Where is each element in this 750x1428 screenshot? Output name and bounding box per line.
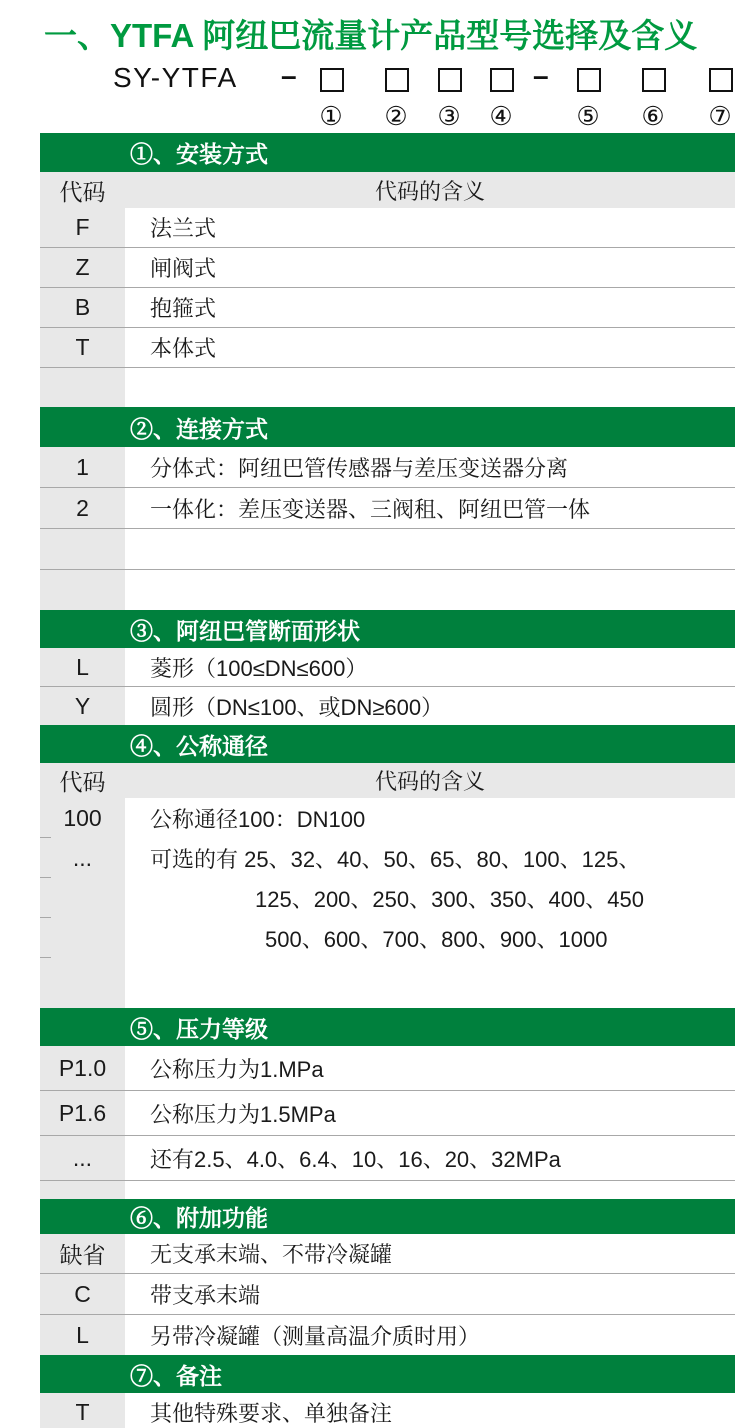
model-digit-2: ②: [384, 101, 408, 131]
desc-cell: 法兰式: [125, 208, 735, 247]
desc-cell: 另带冷凝罐（测量高温介质时用）: [125, 1315, 735, 1355]
table-row: [40, 1180, 735, 1199]
table-row: [40, 1314, 735, 1355]
section-header-bar: [40, 1199, 735, 1234]
table-row: [40, 878, 735, 918]
table-row: [40, 528, 735, 569]
table-row: [40, 327, 735, 367]
model-box-6: [642, 68, 666, 92]
section-6: [40, 1199, 735, 1355]
code-cell: [40, 570, 125, 610]
desc-cell: 本体式: [125, 328, 735, 367]
desc-cell: 圆形（DN≤100、或DN≥600）: [125, 687, 735, 725]
table-row: [40, 447, 735, 487]
model-digit-7: ⑦: [708, 101, 732, 131]
code-cell: [40, 1181, 125, 1199]
table-row: [40, 918, 735, 958]
table-row: [40, 569, 735, 610]
section-header-bar: [40, 610, 735, 648]
section-3: [40, 610, 735, 725]
section-title: ①、安装方式: [130, 141, 268, 167]
desc-cell: 可选的有 25、32、40、50、65、80、100、125、: [125, 838, 735, 878]
desc-cell: 一体化：差压变送器、三阀租、阿纽巴管一体: [125, 488, 735, 528]
desc-cell: 抱箍式: [125, 288, 735, 327]
code-cell: [40, 368, 125, 407]
desc-cell: 菱形（100≤DN≤600）: [125, 648, 735, 686]
table-row: [40, 958, 735, 1008]
section-5: [40, 1008, 735, 1199]
table-row: [40, 648, 735, 686]
desc-cell: 其他特殊要求、单独备注: [125, 1393, 735, 1428]
code-cell: T: [40, 328, 125, 367]
code-cell: [40, 918, 125, 958]
section-title: ②、连接方式: [130, 415, 268, 442]
desc-cell: 公称通径100：DN100: [125, 798, 735, 838]
table-row: [40, 367, 735, 407]
table-row: [40, 208, 735, 247]
model-digit-4: ④: [489, 101, 513, 131]
table-row: [40, 1135, 735, 1180]
model-selection-table: [40, 133, 735, 1428]
section-7: [40, 1355, 735, 1428]
model-dash-1: –: [281, 60, 297, 91]
code-cell: Z: [40, 248, 125, 287]
desc-cell: [125, 570, 735, 610]
column-header-meaning: 代码的含义: [374, 178, 485, 204]
model-digit-6: ⑥: [641, 101, 665, 131]
model-prefix: SY-YTFA: [113, 62, 238, 93]
section-title: ③、阿纽巴管断面形状: [130, 617, 360, 644]
model-box-4: [490, 68, 514, 92]
model-digit-1: ①: [319, 101, 343, 131]
table-row: [40, 838, 735, 878]
model-box-3: [438, 68, 462, 92]
desc-cell: 还有2.5、4.0、6.4、10、16、20、32MPa: [125, 1136, 735, 1180]
code-cell: F: [40, 208, 125, 247]
section-header-bar: [40, 407, 735, 447]
model-box-7: [709, 68, 733, 92]
section-title: ⑦、备注: [130, 1362, 222, 1389]
section-header-bar: [40, 725, 735, 763]
section-header-bar: [40, 1355, 735, 1393]
code-cell: B: [40, 288, 125, 327]
code-cell: P1.0: [40, 1046, 125, 1090]
code-cell: 100: [40, 798, 125, 838]
code-cell: 1: [40, 447, 125, 487]
column-header-row: [40, 172, 735, 208]
code-cell: ...: [40, 1136, 125, 1180]
code-cell: 缺省: [40, 1234, 125, 1273]
column-header-row: [40, 763, 735, 798]
code-cell: [40, 958, 125, 1008]
code-cell: [40, 529, 125, 569]
section-2: [40, 407, 735, 610]
table-row: [40, 1090, 735, 1135]
table-row: [40, 1046, 735, 1090]
table-row: [40, 686, 735, 725]
desc-cell: 公称压力为1.5MPa: [125, 1091, 735, 1135]
desc-cell: [125, 1181, 735, 1199]
code-cell: 2: [40, 488, 125, 528]
table-row: [40, 287, 735, 327]
code-cell: ...: [40, 838, 125, 878]
code-cell: P1.6: [40, 1091, 125, 1135]
desc-cell: 125、200、250、300、350、400、450: [125, 878, 735, 918]
header-area: [0, 0, 750, 133]
desc-cell: [125, 958, 735, 1008]
code-cell: L: [40, 648, 125, 686]
code-cell: [40, 878, 125, 918]
desc-cell: [125, 529, 735, 569]
section-title: ⑥、附加功能: [130, 1205, 268, 1231]
section-title: ⑤、压力等级: [130, 1015, 268, 1042]
model-digit-3: ③: [437, 101, 461, 131]
code-cell: C: [40, 1274, 125, 1314]
column-header-code: 代码: [59, 769, 106, 795]
table-row: [40, 1393, 735, 1428]
code-cell: T: [40, 1393, 125, 1428]
section-title: ④、公称通径: [130, 732, 268, 759]
code-cell: L: [40, 1315, 125, 1355]
column-header-meaning: 代码的含义: [374, 769, 485, 794]
table-row: [40, 247, 735, 287]
model-box-2: [385, 68, 409, 92]
section-header-bar: [40, 133, 735, 172]
desc-cell: 无支承末端、不带冷凝罐: [125, 1234, 735, 1273]
desc-cell: 带支承末端: [125, 1274, 735, 1314]
table-row: [40, 487, 735, 528]
desc-cell: 闸阀式: [125, 248, 735, 287]
table-row: [40, 1273, 735, 1314]
desc-cell: 分体式：阿纽巴管传感器与差压变送器分离: [125, 447, 735, 487]
table-row: [40, 1234, 735, 1273]
section-1: [40, 133, 735, 407]
code-cell: Y: [40, 687, 125, 725]
desc-cell: [125, 368, 735, 407]
desc-cell: 500、600、700、800、900、1000: [125, 918, 735, 958]
section-4: [40, 725, 735, 1008]
model-box-1: [320, 68, 344, 92]
model-digit-5: ⑤: [576, 101, 600, 131]
desc-cell: 公称压力为1.MPa: [125, 1046, 735, 1090]
page-title: 一、YTFA 阿纽巴流量计产品型号选择及含义: [44, 17, 698, 54]
model-dash-2: –: [533, 60, 549, 91]
section-header-bar: [40, 1008, 735, 1046]
column-header-code: 代码: [59, 178, 106, 205]
model-box-5: [577, 68, 601, 92]
table-row: [40, 798, 735, 838]
